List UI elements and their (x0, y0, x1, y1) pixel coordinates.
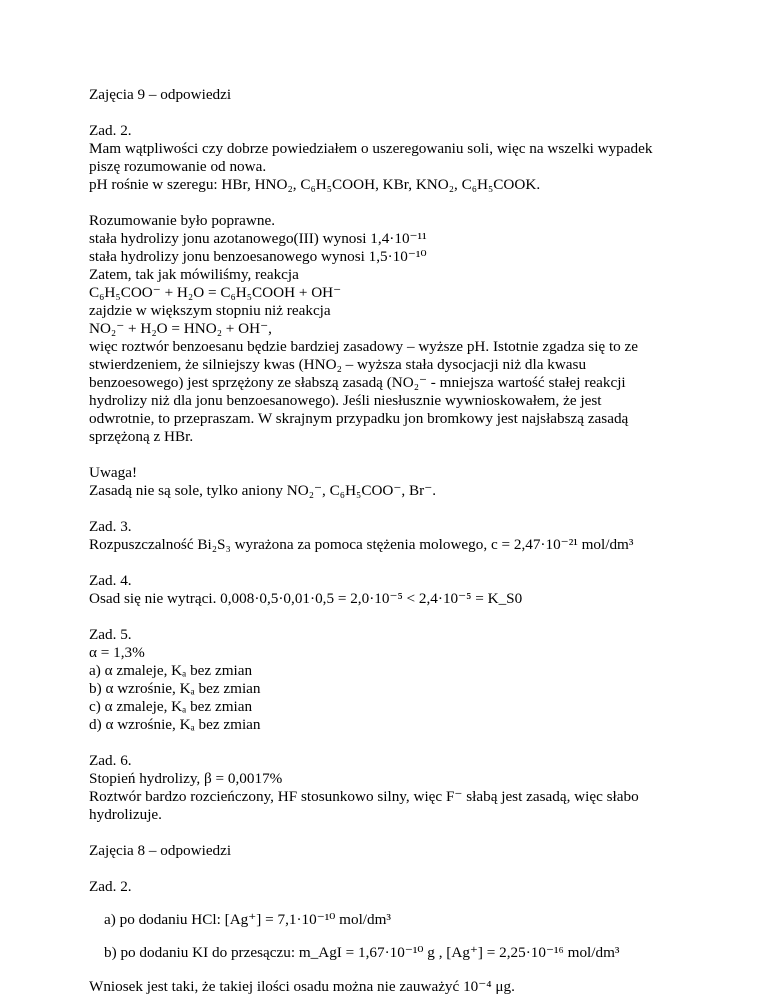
answer-item-d: d) α wzrośnie, Kₐ bez zmian (89, 716, 261, 733)
task-heading-zad-3: Zad. 3. (89, 518, 132, 535)
paragraph-line: odwrotnie, to przepraszam. W skrajnym przypadku jon bromkowy jest najsłabszą zasadą (89, 410, 629, 427)
document-page (89, 86, 729, 996)
note-heading: Uwaga! (89, 464, 138, 481)
paragraph-line: sprzężoną z HBr. (89, 428, 194, 445)
paragraph-line: stwierdzeniem, że silniejszy kwas (HNO₂ – wyższa stała dysocjacji niż dla kwasu (89, 356, 587, 373)
task-heading-zad-5: Zad. 5. (89, 626, 132, 643)
reaction-equation-nitrite: NO₂⁻ + H₂O = HNO₂ + OH⁻, (89, 320, 272, 337)
paragraph-line: zajdzie w większym stopniu niż reakcja (89, 302, 331, 319)
paragraph-line: hydrolizy niż dla jonu benzoesanowego). Jeśli niesłusznie wywnioskowałem, że jest (89, 392, 602, 409)
task-answer-zad-4: Osad się nie wytrąci. 0,008·0,5·0,01·0,5 = 2,0·10⁻⁵ < 2,4·10⁻⁵ = K_S0 (89, 590, 523, 607)
paragraph-line: hydrolizuje. (89, 806, 162, 823)
answer-item-a: a) α zmaleje, Kₐ bez zmian (89, 662, 253, 679)
task-heading-zad-2-s8: Zad. 2. (89, 878, 132, 895)
task-heading-zad-4: Zad. 4. (89, 572, 132, 589)
list-item-b: b) po dodaniu KI do przesączu: m_AgI = 1,67·10⁻¹⁰ g , [Ag⁺] = 2,25·10⁻¹⁶ mol/dm³ (104, 944, 620, 962)
paragraph-line: Rozumowanie było poprawne. (89, 212, 276, 229)
hydrolysis-constant-nitrite: stała hydrolizy jonu azotanowego(III) wynosi 1,4·10⁻¹¹ (89, 230, 427, 247)
paragraph-line: benzoesowego) jest sprzężony ze słabszą zasadą (NO₂⁻ - mniejsza wartość stałej reakcji (89, 374, 626, 391)
task-heading-zad-2: Zad. 2. (89, 122, 132, 139)
paragraph-line: piszę rozumowanie od nowa. (89, 158, 267, 175)
reaction-equation-benzoate: C₆H₅COO⁻ + H₂O = C₆H₅COOH + OH⁻ (89, 284, 342, 301)
note-text: Zasadą nie są sole, tylko aniony NO₂⁻, C₆H₅COO⁻, Br⁻. (89, 482, 437, 499)
section-title-zajecia-8: Zajęcia 8 – odpowiedzi (89, 842, 232, 859)
task-answer-zad-3: Rozpuszczalność Bi₂S₃ wyrażona za pomoca stężenia molowego, c = 2,47·10⁻²¹ mol/dm³ (89, 536, 634, 553)
paragraph-line: Zatem, tak jak mówiliśmy, reakcja (89, 266, 299, 283)
paragraph-line: Roztwór bardzo rozcieńczony, HF stosunkowo silny, więc F⁻ słabą jest zasadą, więc słabo (89, 788, 639, 805)
answer-item-c: c) α zmaleje, Kₐ bez zmian (89, 698, 253, 715)
alpha-value: α = 1,3% (89, 644, 145, 661)
paragraph-line: Mam wątpliwości czy dobrze powiedziałem o uszeregowaniu soli, więc na wszelki wypadek (89, 140, 653, 157)
paragraph-line: więc roztwór benzoesanu będzie bardziej zasadowy – wyższe pH. Istotnie zgadza się to ze (89, 338, 639, 355)
ph-series-line: pH rośnie w szeregu: HBr, HNO₂, C₆H₅COOH, KBr, KNO₂, C₆H₅COOK. (89, 176, 541, 193)
hydrolysis-constant-benzoate: stała hydrolizy jonu benzoesanowego wynosi 1,5·10⁻¹⁰ (89, 248, 427, 265)
list-item-a: a) po dodaniu HCl: [Ag⁺] = 7,1·10⁻¹⁰ mol/dm³ (104, 911, 391, 929)
section-title-zajecia-9: Zajęcia 9 – odpowiedzi (89, 86, 232, 103)
answer-item-b: b) α wzrośnie, Kₐ bez zmian (89, 680, 261, 697)
conclusion-line: Wniosek jest taki, że takiej ilości osadu można nie zauważyć 10⁻⁴ μg. (89, 977, 515, 995)
task-heading-zad-6: Zad. 6. (89, 752, 132, 769)
hydrolysis-degree: Stopień hydrolizy, β = 0,0017% (89, 770, 283, 787)
